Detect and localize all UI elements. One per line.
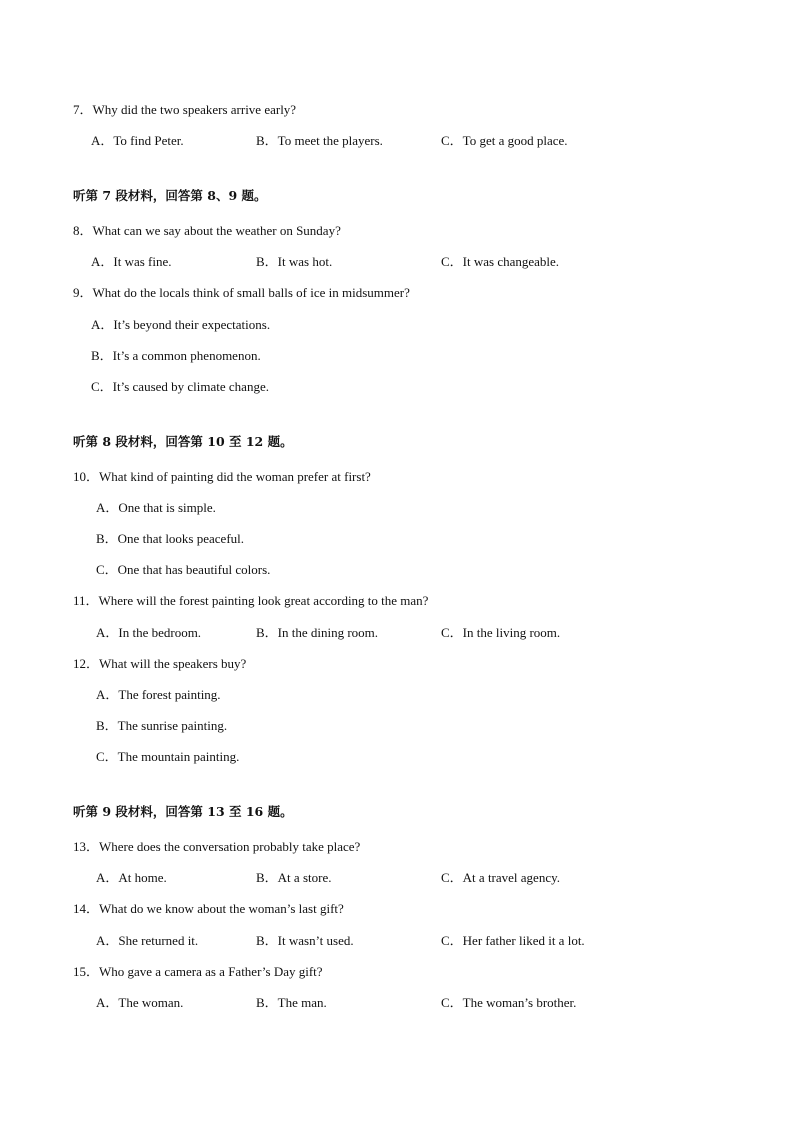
- question-8-option-b: B．It was hot.: [256, 254, 333, 269]
- question-11-option-b: B．In the dining room.: [256, 625, 379, 640]
- question-12: 12．What will the speakers buy?: [73, 656, 247, 671]
- section-8-header: 听第 8 段材料，回答第 10 至 12 题。: [73, 434, 293, 449]
- question-7-option-b: B．To meet the players.: [256, 133, 383, 148]
- question-15-option-a: A．The woman.: [96, 995, 184, 1010]
- question-14-option-b: B．It wasn’t used.: [256, 933, 354, 948]
- section-7-header: 听第 7 段材料，回答第 8、9 题。: [73, 188, 267, 203]
- question-10-option-c: C．One that has beautiful colors.: [96, 562, 271, 577]
- question-14-option-a: A．She returned it.: [96, 933, 199, 948]
- section-9-header: 听第 9 段材料，回答第 13 至 16 题。: [73, 804, 293, 819]
- question-15-option-b: B．The man.: [256, 995, 327, 1010]
- question-8-option-c: C．It was changeable.: [441, 254, 560, 269]
- question-13-option-a: A．At home.: [96, 870, 167, 885]
- question-15: 15．Who gave a camera as a Father’s Day gift?: [73, 964, 323, 979]
- question-11: 11．Where will the forest painting look great according to the man?: [73, 593, 429, 608]
- question-9-option-b: B．It’s a common phenomenon.: [91, 348, 261, 363]
- question-10: 10．What kind of painting did the woman prefer at first?: [73, 469, 371, 484]
- question-13-option-b: B．At a store.: [256, 870, 332, 885]
- question-9: 9．What do the locals think of small balls of ice in midsummer?: [73, 285, 410, 300]
- question-14: 14．What do we know about the woman’s last gift?: [73, 901, 344, 916]
- question-7-option-c: C．To get a good place.: [441, 133, 568, 148]
- question-15-option-c: C．The woman’s brother.: [441, 995, 577, 1010]
- question-7-option-a: A．To find Peter.: [91, 133, 184, 148]
- question-8: 8．What can we say about the weather on Sunday?: [73, 223, 341, 238]
- question-9-option-c: C．It’s caused by climate change.: [91, 379, 269, 394]
- question-14-option-c: C．Her father liked it a lot.: [441, 933, 585, 948]
- question-11-option-c: C．In the living room.: [441, 625, 561, 640]
- question-10-option-b: B．One that looks peaceful.: [96, 531, 245, 546]
- question-13-option-c: C．At a travel agency.: [441, 870, 560, 885]
- question-12-option-a: A．The forest painting.: [96, 687, 221, 702]
- question-8-option-a: A．It was fine.: [91, 254, 172, 269]
- question-11-option-a: A．In the bedroom.: [96, 625, 202, 640]
- question-12-option-c: C．The mountain painting.: [96, 749, 240, 764]
- question-12-option-b: B．The sunrise painting.: [96, 718, 228, 733]
- question-7: 7．Why did the two speakers arrive early?: [73, 102, 297, 117]
- question-9-option-a: A．It’s beyond their expectations.: [91, 317, 271, 332]
- question-10-option-a: A．One that is simple.: [96, 500, 216, 515]
- question-13: 13．Where does the conversation probably take place?: [73, 839, 361, 854]
